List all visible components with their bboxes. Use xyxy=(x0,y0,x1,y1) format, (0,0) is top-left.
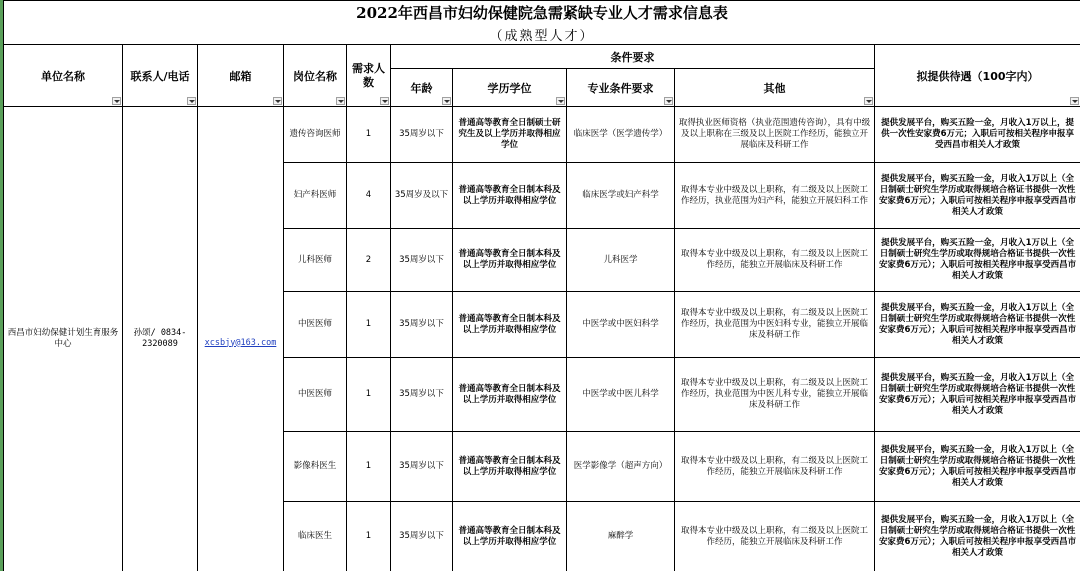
age-cell: 35周岁以下 xyxy=(391,292,453,358)
major-cell: 儿科医学 xyxy=(567,229,675,292)
header-unit xyxy=(4,45,123,107)
position-cell: 妇产科医师 xyxy=(284,163,347,229)
age-cell: 35周岁以下 xyxy=(391,107,453,163)
count-cell: 1 xyxy=(347,432,391,502)
major-cell: 麻醉学 xyxy=(567,502,675,571)
filter-dropdown-icon[interactable] xyxy=(112,97,121,105)
other-cell: 取得本专业中级及以上职称，有二级及以上医院工作经历，能独立开展临床及科研工作 xyxy=(675,502,875,571)
count-cell: 1 xyxy=(347,292,391,358)
filter-dropdown-icon[interactable] xyxy=(336,97,345,105)
count-cell: 1 xyxy=(347,358,391,432)
count-cell: 2 xyxy=(347,229,391,292)
benefits-cell: 提供发展平台，购买五险一金，月收入1万以上（全日制硕士研究生学历或取得规培合格证书提供一次性安家费6万元）；入职后可按相关程序申报享受西昌市相关人才政策 xyxy=(875,502,1080,571)
header-benefits-label: 拟提供待遇（100字内） xyxy=(916,69,1039,83)
filter-dropdown-icon[interactable] xyxy=(273,97,282,105)
position-cell: 遗传咨询医师 xyxy=(284,107,347,163)
filter-dropdown-icon[interactable] xyxy=(1070,97,1079,105)
education-cell: 普通高等教育全日制硕士研究生及以上学历并取得相应学位 xyxy=(453,107,567,163)
filter-dropdown-icon[interactable] xyxy=(380,97,389,105)
email-cell xyxy=(198,107,284,571)
header-age xyxy=(391,69,453,107)
count-cell: 1 xyxy=(347,502,391,571)
other-cell: 取得本专业中级及以上职称，有二级及以上医院工作经历，能独立开展临床及科研工作 xyxy=(675,229,875,292)
header-position xyxy=(284,45,347,107)
benefits-cell: 提供发展平台，购买五险一金，月收入1万以上（全日制硕士研究生学历或取得规培合格证书提供一次性安家费6万元）；入职后可按相关程序申报享受西昌市相关人才政策 xyxy=(875,432,1080,502)
table-subtitle: （成熟型人才） xyxy=(4,25,1080,45)
header-count-label: 需求人数 xyxy=(352,61,385,89)
position-cell: 临床医生 xyxy=(284,502,347,571)
benefits-cell: 提供发展平台，购买五险一金，月收入1万以上（全日制硕士研究生学历或取得规培合格证书提供一次性安家费6万元）；入职后可按相关程序申报享受西昌市相关人才政策 xyxy=(875,358,1080,432)
other-cell: 取得本专业中级及以上职称，有二级及以上医院工作经历，执业范围为妇产科，能独立开展妇科工作 xyxy=(675,163,875,229)
age-cell: 35周岁以下 xyxy=(391,229,453,292)
header-other-label: 其他 xyxy=(763,81,786,95)
position-cell: 儿科医师 xyxy=(284,229,347,292)
header-age-label: 年龄 xyxy=(410,81,433,95)
table-row xyxy=(4,107,1080,163)
filter-dropdown-icon[interactable] xyxy=(556,97,565,105)
major-cell: 临床医学（医学遗传学） xyxy=(567,107,675,163)
contact-cell: 孙颂/ 0834-2320089 xyxy=(123,107,198,571)
header-email xyxy=(198,45,284,107)
email-link[interactable]: xcsbjy@163.com xyxy=(204,337,277,348)
filter-dropdown-icon[interactable] xyxy=(664,97,673,105)
header-major xyxy=(567,69,675,107)
benefits-cell: 提供发展平台，购买五险一金，月收入1万以上（全日制硕士研究生学历或取得规培合格证书提供一次性安家费6万元）；入职后可按相关程序申报享受西昌市相关人才政策 xyxy=(875,292,1080,358)
count-cell: 4 xyxy=(347,163,391,229)
education-cell: 普通高等教育全日制本科及以上学历并取得相应学位 xyxy=(453,163,567,229)
education-cell: 普通高等教育全日制本科及以上学历并取得相应学位 xyxy=(453,502,567,571)
other-cell: 取得执业医师资格（执业范围遗传咨询），具有中级及以上职称在三级及以上医院工作经历，能独立开展临床及科研工作 xyxy=(675,107,875,163)
table-title: 2022年西昌市妇幼保健院急需紧缺专业人才需求信息表 xyxy=(4,1,1080,25)
header-other xyxy=(675,69,875,107)
filter-dropdown-icon[interactable] xyxy=(187,97,196,105)
major-cell: 医学影像学（超声方向） xyxy=(567,432,675,502)
talent-demand-table xyxy=(3,0,1080,571)
education-cell: 普通高等教育全日制本科及以上学历并取得相应学位 xyxy=(453,358,567,432)
benefits-cell: 提供发展平台，购买五险一金，月收入1万以上，提供一次性安家费6万元；入职后可按相关程序申报享受西昌市相关人才政策 xyxy=(875,107,1080,163)
header-contact-label: 联系人/电话 xyxy=(130,69,190,83)
major-cell: 中医学或中医妇科学 xyxy=(567,292,675,358)
header-count xyxy=(347,45,391,107)
position-cell: 中医医师 xyxy=(284,292,347,358)
other-cell: 取得本专业中级及以上职称，有二级及以上医院工作经历，执业范围为中医妇科专业，能独立开展临床及科研工作 xyxy=(675,292,875,358)
header-conditions: 条件要求 xyxy=(391,45,875,69)
header-position-label: 岗位名称 xyxy=(293,69,337,83)
header-email-label: 邮箱 xyxy=(229,69,252,83)
age-cell: 35周岁以下 xyxy=(391,358,453,432)
header-unit-label: 单位名称 xyxy=(41,69,85,83)
other-cell: 取得本专业中级及以上职称，有二级及以上医院工作经历，执业范围为中医儿科专业，能独立开展临床及科研工作 xyxy=(675,358,875,432)
count-cell: 1 xyxy=(347,107,391,163)
education-cell: 普通高等教育全日制本科及以上学历并取得相应学位 xyxy=(453,292,567,358)
unit-cell: 西昌市妇幼保健计划生育服务中心 xyxy=(4,107,123,571)
header-contact xyxy=(123,45,198,107)
age-cell: 35周岁及以下 xyxy=(391,163,453,229)
benefits-cell: 提供发展平台，购买五险一金，月收入1万以上（全日制硕士研究生学历或取得规培合格证书提供一次性安家费6万元）；入职后可按相关程序申报享受西昌市相关人才政策 xyxy=(875,163,1080,229)
position-cell: 影像科医生 xyxy=(284,432,347,502)
benefits-cell: 提供发展平台，购买五险一金，月收入1万以上（全日制硕士研究生学历或取得规培合格证书提供一次性安家费6万元）；入职后可按相关程序申报享受西昌市相关人才政策 xyxy=(875,229,1080,292)
age-cell: 35周岁以下 xyxy=(391,432,453,502)
filter-dropdown-icon[interactable] xyxy=(864,97,873,105)
education-cell: 普通高等教育全日制本科及以上学历并取得相应学位 xyxy=(453,432,567,502)
education-cell: 普通高等教育全日制本科及以上学历并取得相应学位 xyxy=(453,229,567,292)
header-benefits xyxy=(875,45,1080,107)
major-cell: 临床医学或妇产科学 xyxy=(567,163,675,229)
position-cell: 中医医师 xyxy=(284,358,347,432)
other-cell: 取得本专业中级及以上职称，有二级及以上医院工作经历，能独立开展临床及科研工作 xyxy=(675,432,875,502)
age-cell: 35周岁以下 xyxy=(391,502,453,571)
filter-dropdown-icon[interactable] xyxy=(442,97,451,105)
major-cell: 中医学或中医儿科学 xyxy=(567,358,675,432)
header-major-label: 专业条件要求 xyxy=(587,81,654,95)
header-education-label: 学历学位 xyxy=(487,81,532,95)
header-education xyxy=(453,69,567,107)
